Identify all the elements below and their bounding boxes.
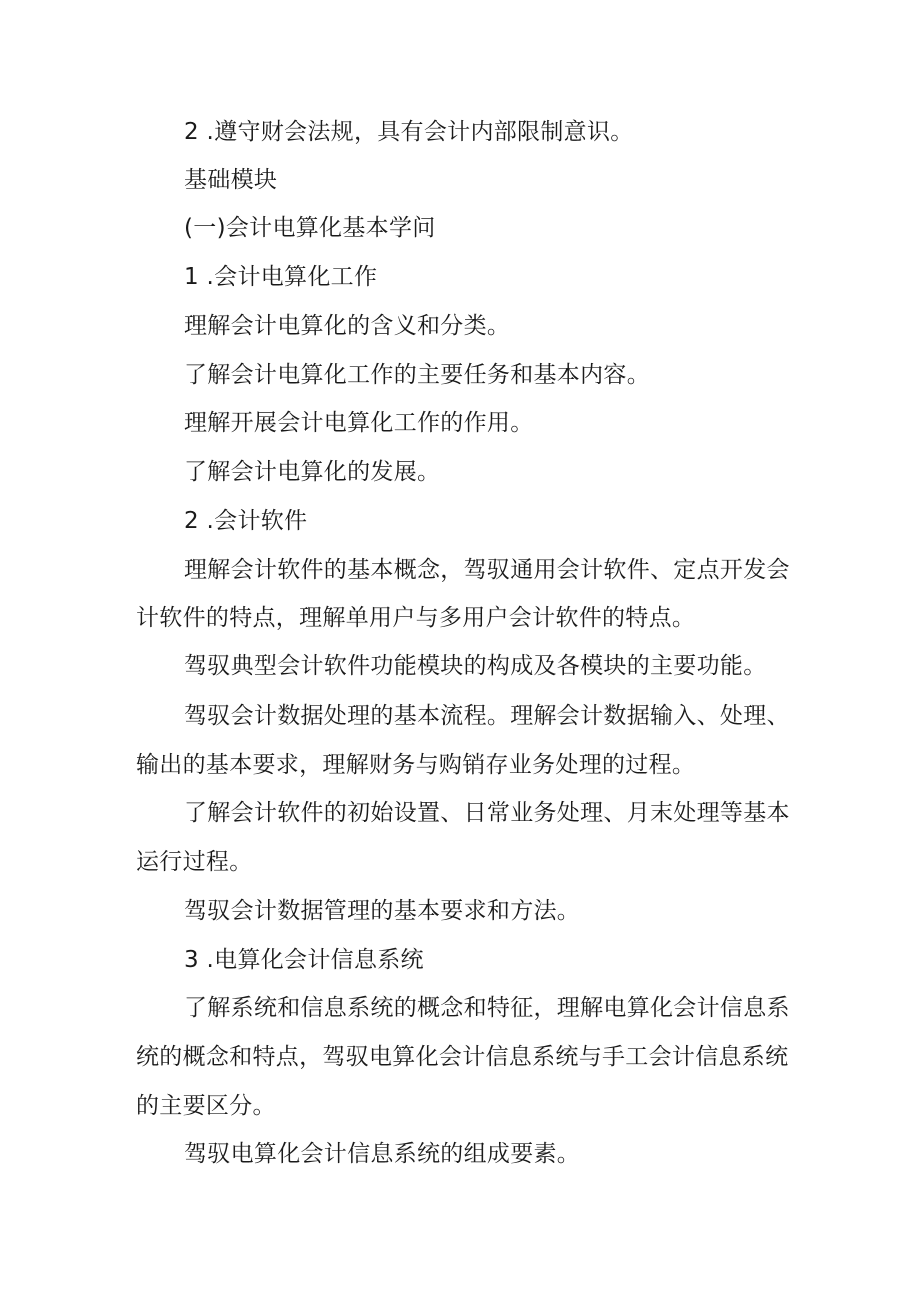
- paragraph-line: 计软件的特点，理解单用户与多用户会计软件的特点。: [136, 605, 696, 631]
- paragraph-line: 了解会计软件的初始设置、日常业务处理、月末处理等基本: [184, 800, 790, 826]
- paragraph-line: 理解会计电算化的含义和分类。: [184, 313, 511, 339]
- paragraph-line: 2 .遵守财会法规，具有会计内部限制意识。: [184, 119, 634, 145]
- paragraph-line: 驾驭会计数据处理的基本流程。理解会计数据输入、处理、: [184, 703, 790, 729]
- paragraph-line: 运行过程。: [136, 849, 253, 875]
- subsection-heading: (一)会计电算化基本学问: [184, 215, 436, 241]
- item-heading: 2 .会计软件: [184, 508, 308, 534]
- paragraph-line: 驾驭电算化会计信息系统的组成要素。: [184, 1141, 581, 1167]
- paragraph-line: 统的概念和特点，驾驭电算化会计信息系统与手工会计信息系统: [136, 1044, 789, 1070]
- item-heading: 1 .会计电算化工作: [184, 264, 378, 290]
- paragraph-line: 驾驭会计数据管理的基本要求和方法。: [184, 898, 581, 924]
- paragraph-line: 了解会计电算化的发展。: [184, 459, 441, 485]
- paragraph-line: 的主要区分。: [136, 1093, 276, 1119]
- section-heading: 基础模块: [184, 167, 278, 193]
- paragraph-line: 理解会计软件的基本概念，驾驭通用会计软件、定点开发会: [184, 557, 790, 583]
- paragraph-line: 驾驭典型会计软件功能模块的构成及各模块的主要功能。: [184, 653, 767, 679]
- paragraph-line: 了解会计电算化工作的主要任务和基本内容。: [184, 362, 650, 388]
- item-heading: 3 .电算化会计信息系统: [184, 947, 424, 973]
- paragraph-line: 理解开展会计电算化工作的作用。: [184, 410, 534, 436]
- paragraph-line: 输出的基本要求，理解财务与购销存业务处理的过程。: [136, 752, 696, 778]
- paragraph-line: 了解系统和信息系统的概念和特征，理解电算化会计信息系: [184, 995, 790, 1021]
